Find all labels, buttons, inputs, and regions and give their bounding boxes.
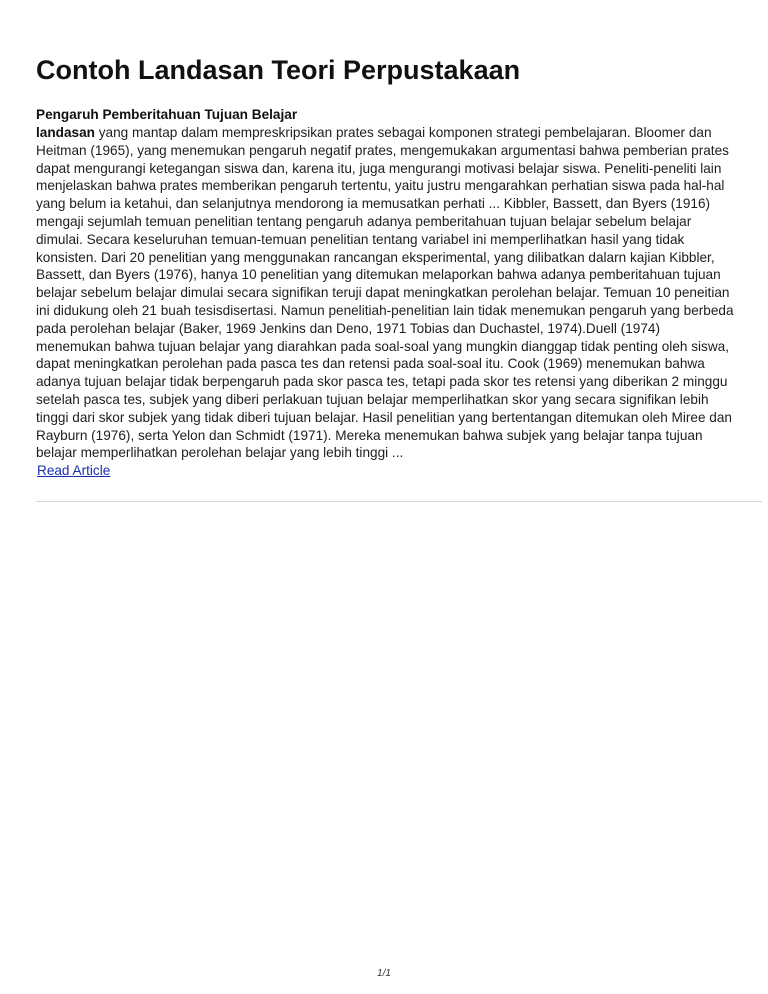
page-title: Contoh Landasan Teori Perpustakaan	[36, 55, 521, 85]
article-heading: Pengaruh Pemberitahuan Tujuan Belajar	[36, 107, 298, 122]
page-number: 1/1	[377, 968, 391, 979]
article-body-text: yang mantap dalam mempreskripsikan prates sebagai komponen strategi pembelajaran. Bloomer dan Heitman (1965), yang menemukan pengaruh negatif prates, mengemukakan argumentasi bahwa pemberian prates dapat mengurangi ketegangan siswa dan, karena itu, juga mengurangi motivasi belajar siswa. Peneliti-peneliti lain menjelaskan bahwa prates memberikan pengaruh tertentu, yaitu justru mengarahkan perhatian siswa pada hal-hal yang belum ia ketahui, dan selanjutnya mendorong ia memusatkan perhati ... Kibbler, Bassett, dan Byers (1916) mengaji sejumlah temuan penelitian tentang pengaruh adanya pemberitahuan tujuan belajar sebelum belajar dimulai. Secara keseluruhan temuan-temuan penelitian tentang variabel ini memperlihatkan hasil yang tidak konsisten. Dari 20 penelitian yang menggunakan rancangan eksperimental, yang dilibatkan dalarn kajian Kibbler, Bassett, dan Byers (1976), hanya 10 penelitian yang ditemukan melaporkan bahwa adanya pemberitahuan tujuan belajar sebelum belajar dimulai secara signifikan teruji dapat meningkatkan perolehan belajar. Temuan 10 peneitian ini didukung oleh 21 buah tesisdisertasi. Namun penelitiah-penelitian lain tidak menemukan pengaruh yang berbeda pada perolehan belajar (Baker, 1969 Jenkins dan Deno, 1971 Tobias dan Duchastel, 1974).Duell (1974) menemukan bahwa tujuan belajar yang diarahkan pada soal-soal yang mungkin dianggap tidak penting oleh siswa, dapat meningkatkan perolehan pada pasca tes dan retensi pada soal-soal itu. Cook (1969) menemukan bahwa adanya tujuan belajar tidak berpengaruh pada skor pasca tes, tetapi pada skor tes retensi yang diberikan 2 minggu setelah pasca tes, subjek yang diberi perlakuan tujuan belajar memperlihatkan skor yang secara signifikan lebih tinggi dari skor subjek yang tidak diberi tujuan belajar. Hasil penelitian yang bertentangan ditemukan oleh Miree dan Rayburn (1976), serta Yelon dan Schmidt (1971). Mereka menemukan bahwa subjek yang belajar tanpa tujuan belajar memperlihatkan perolehan belajar yang lebih tinggi ...	[36, 125, 734, 461]
article-entry	[36, 106, 736, 480]
article-divider	[36, 501, 762, 502]
read-article-link[interactable]: Read Article	[37, 463, 111, 479]
article-keyword: landasan	[36, 125, 95, 140]
article-excerpt	[36, 124, 736, 462]
